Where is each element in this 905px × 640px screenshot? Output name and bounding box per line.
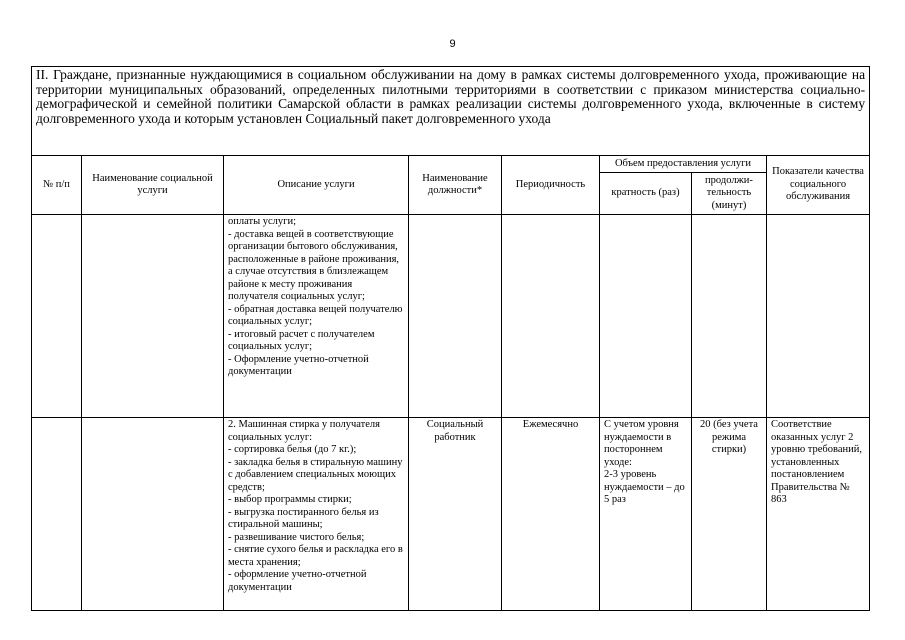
cell-service-name (82, 215, 224, 418)
cell-duration: 20 (без учета режима стирки) (692, 418, 767, 611)
header-num: № п/п (32, 156, 82, 215)
cell-frequency: С учетом уровня нуждаемости в постороннем уходе: 2-3 уровень нуждаемости – до 5 раз (600, 418, 692, 611)
table-row (32, 215, 870, 418)
header-duration: продолжи-тельность (минут) (692, 173, 767, 215)
cell-description: оплаты услуги; - доставка вещей в соответствующие организации бытового обслуживания, расположенные в районе проживания, а случае отсутствия в близлежащем районе к месту проживания получателя социальных услуг; - обратная доставка вещей получателю социальных услуг; - итоговый расчет с получателем социальных услуг; - Оформление учетно-отчетной документации (224, 215, 409, 418)
page-number: 9 (449, 38, 456, 50)
header-periodicity: Периодичность (502, 156, 600, 215)
header-service-name: Наименование социальной услуги (82, 156, 224, 215)
header-description: Описание услуги (224, 156, 409, 215)
services-table (31, 66, 870, 611)
cell-position: Социальный работник (409, 418, 502, 611)
cell-frequency (600, 215, 692, 418)
header-quality: Показатели качества социального обслуживания (767, 156, 870, 215)
cell-description: 2. Машинная стирка у получателя социальных услуг: - сортировка белья (до 7 кг.); - закладка белья в стиральную машину с добавлением специальных моющих средств; - выбор программы стирки; - выгрузка постиранного белья из стиральной машины; - развешивание чистого белья; - снятие сухого белья и раскладка его в места хранения; - оформление учетно-отчетной документации (224, 418, 409, 611)
cell-position (409, 215, 502, 418)
cell-num (32, 418, 82, 611)
cell-service-name (82, 418, 224, 611)
header-frequency: кратность (раз) (600, 173, 692, 215)
cell-quality (767, 215, 870, 418)
header-volume: Объем предоставления услуги (600, 156, 767, 173)
cell-periodicity: Ежемесячно (502, 418, 600, 611)
section-title: II. Граждане, признанные нуждающимися в социальном обслуживании на дому в рамках системы долговременного ухода, проживающие на территории муниципальных образований, определенных пилотными территориями в соответствии с приказом министерства социально-демографической и семейной политики Самарской области в рамках реализации системы долговременного ухода, включенные в систему долговременного ухода и которым установлен Социальный пакет долговременного ухода (32, 67, 870, 156)
header-position: Наименование должности* (409, 156, 502, 215)
cell-num (32, 215, 82, 418)
cell-quality: Соответствие оказанных услуг 2 уровню требований, установленных постановлением Правительства № 863 (767, 418, 870, 611)
table-row (32, 418, 870, 611)
cell-periodicity (502, 215, 600, 418)
cell-duration (692, 215, 767, 418)
